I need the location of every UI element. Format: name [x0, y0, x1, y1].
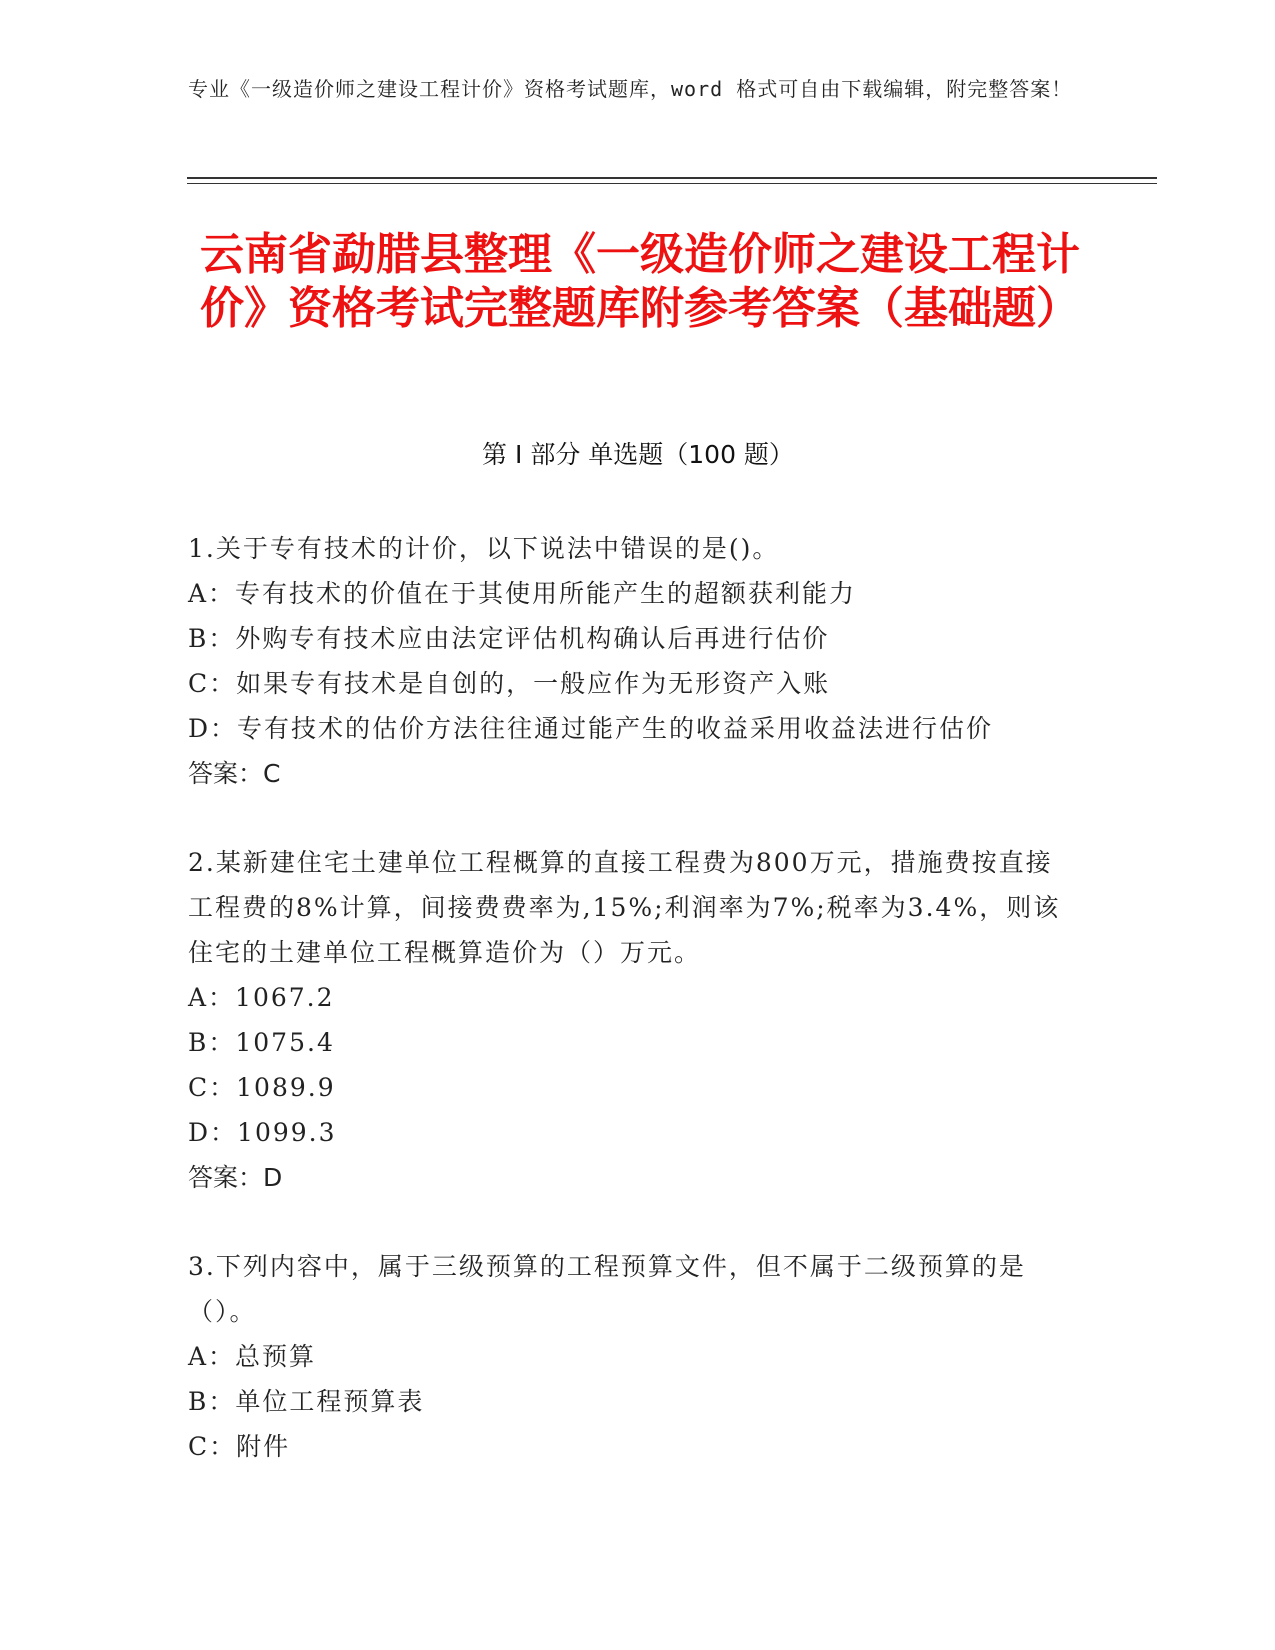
question-option: A：专有技术的价值在于其使用所能产生的超额获利能力	[188, 579, 857, 608]
question-item	[188, 1244, 1068, 1469]
question-stem: 1.关于专有技术的计价，以下说法中错误的是()。	[188, 534, 780, 563]
question-option: B：单位工程预算表	[188, 1387, 425, 1416]
question-answer: 答案：D	[188, 1163, 283, 1192]
question-stem: 3.下列内容中，属于三级预算的工程预算文件，但不属于二级预算的是（）。	[188, 1252, 1026, 1326]
question-option: D：1099.3	[188, 1118, 337, 1147]
document-title: 云南省勐腊县整理《一级造价师之建设工程计价》资格考试完整题库附参考答案（基础题）	[200, 229, 1080, 334]
question-option: C：如果专有技术是自创的，一般应作为无形资产入账	[188, 669, 831, 698]
question-option: B：外购专有技术应由法定评估机构确认后再进行估价	[188, 624, 830, 653]
question-option: A：1067.2	[188, 983, 335, 1012]
question-item	[188, 526, 1068, 796]
question-option: D：专有技术的估价方法往往通过能产生的收益采用收益法进行估价	[188, 714, 994, 743]
header-note: 专业《一级造价师之建设工程计价》资格考试题库，word 格式可自由下载编辑，附完整答案！	[188, 77, 1073, 101]
header-divider-thin	[187, 183, 1157, 184]
section-heading: 第 I 部分 单选题（100 题）	[482, 440, 794, 469]
question-item	[188, 840, 1068, 1200]
question-stem: 2.某新建住宅土建单位工程概算的直接工程费为800万元，措施费按直接工程费的8%计算，间接费费率为,15%;利润率为7%;税率为3.4%，则该住宅的土建单位工程概算造价为（）万元。	[188, 848, 1061, 967]
question-option: C：附件	[188, 1432, 291, 1461]
question-option: B：1075.4	[188, 1028, 335, 1057]
question-option: A：总预算	[188, 1342, 317, 1371]
question-option: C：1089.9	[188, 1073, 336, 1102]
question-answer: 答案：C	[188, 759, 281, 788]
header-divider	[187, 177, 1157, 179]
question-list	[188, 526, 1068, 1513]
